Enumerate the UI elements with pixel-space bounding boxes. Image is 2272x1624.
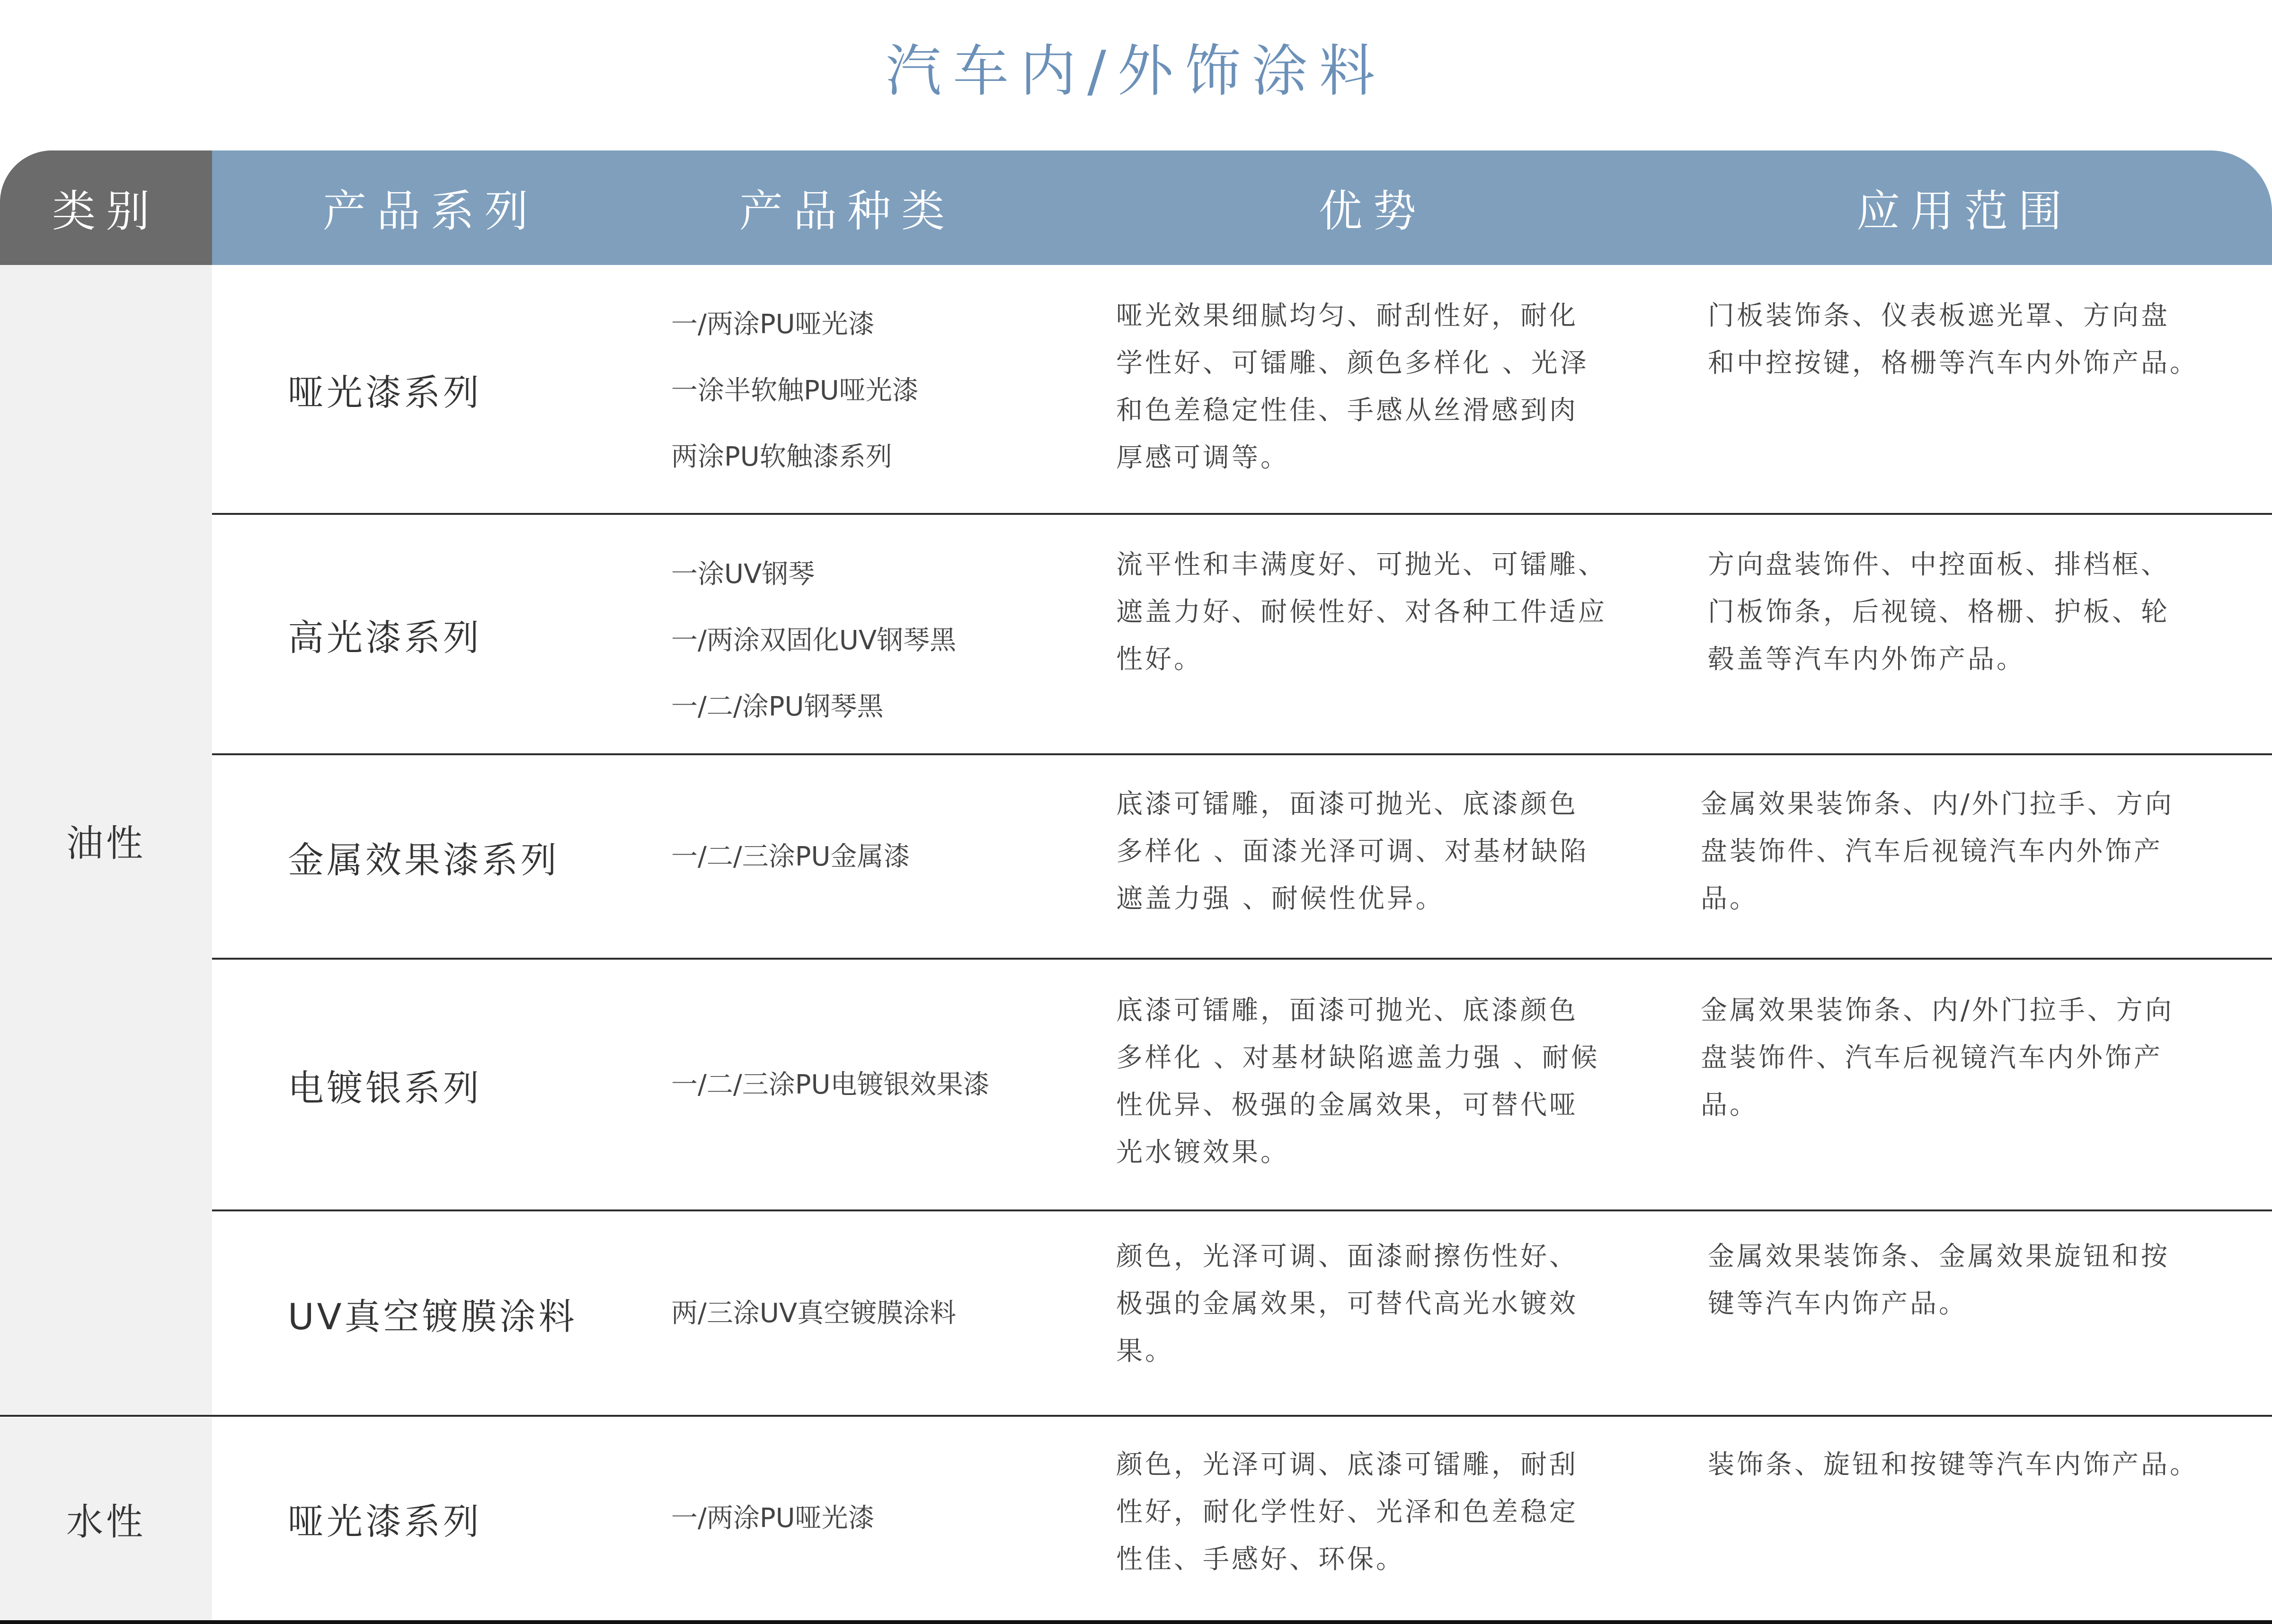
table-row [212, 515, 2272, 754]
table-row [212, 1211, 2272, 1416]
kind-item: 一涂UV钢琴 [671, 559, 815, 590]
table-header [0, 150, 2272, 265]
kind-item: 一涂半软触PU哑光漆 [671, 375, 919, 406]
category-water [0, 1418, 212, 1620]
product-kinds [671, 291, 1097, 490]
product-series: UV真空镀膜涂料 [288, 1295, 577, 1338]
application-line: 和中控按键，格栅等汽车内外饰产品。 [1708, 348, 2199, 379]
application-line: 品。 [1701, 883, 1758, 914]
table-row [212, 265, 2272, 514]
page-title: 汽车内/外饰涂料 [886, 38, 1386, 104]
advantage-line: 颜色，光泽可调、底漆可镭雕，耐刮 [1116, 1449, 1578, 1480]
category-label: 水性 [66, 1501, 146, 1544]
advantage-line: 底漆可镭雕，面漆可抛光、底漆颜色 [1116, 789, 1578, 820]
header-advantage: 优势 [1318, 186, 1427, 237]
advantage-line: 光水镀效果。 [1116, 1137, 1289, 1168]
advantage-line: 多样化 、面漆光泽可调、对基材缺陷 [1116, 836, 1589, 867]
application-text [1708, 292, 2247, 387]
product-kinds [671, 960, 1097, 1210]
application-text [1701, 987, 2240, 1129]
application-line: 装饰条、旋钮和按键等汽车内饰产品。 [1708, 1449, 2199, 1480]
kind-item: 一/二/涂PU钢琴黑 [671, 691, 884, 722]
advantage-line: 遮盖力好、耐候性好、对各种工件适应 [1116, 597, 1607, 627]
advantage-text [1116, 781, 1646, 923]
category-label: 油性 [66, 822, 146, 865]
kind-item: 两/三涂UV真空镀膜涂料 [671, 1298, 957, 1329]
advantage-line: 和色差稳定性佳、手感从丝滑感到肉 [1116, 395, 1578, 426]
application-line: 盘装饰件、汽车后视镜汽车内外饰产 [1701, 836, 2163, 867]
advantage-line: 极强的金属效果，可替代高光水镀效 [1116, 1289, 1578, 1319]
product-series: 哑光漆系列 [288, 1500, 482, 1543]
product-kinds [671, 1417, 1097, 1620]
application-line: 方向盘装饰件、中控面板、排档框、 [1708, 549, 2170, 580]
application-text [1708, 541, 2247, 683]
table-row [212, 755, 2272, 959]
product-kinds [671, 541, 1097, 740]
product-series: 哑光漆系列 [288, 371, 482, 414]
advantage-text [1116, 987, 1646, 1176]
application-line: 键等汽车内饰产品。 [1708, 1289, 1968, 1319]
advantage-text [1116, 292, 1646, 482]
application-line: 门板饰条，后视镜、格栅、护板、轮 [1708, 597, 2170, 627]
application-line: 金属效果装饰条、内/外门拉手、方向 [1701, 995, 2174, 1026]
header-kind: 产品种类 [739, 186, 955, 237]
advantage-line: 底漆可镭雕，面漆可抛光、底漆颜色 [1116, 995, 1578, 1026]
advantage-text [1116, 1441, 1646, 1583]
application-line: 盘装饰件、汽车后视镜汽车内外饰产 [1701, 1042, 2163, 1073]
advantage-line: 性好。 [1116, 644, 1203, 675]
advantage-line: 性好，耐化学性好、光泽和色差稳定 [1116, 1497, 1578, 1527]
advantage-line: 厚感可调等。 [1116, 442, 1289, 473]
advantage-line: 性优异、极强的金属效果，可替代哑 [1116, 1090, 1578, 1121]
kind-item: 两涂PU软触漆系列 [671, 441, 892, 472]
application-line: 毂盖等汽车内外饰产品。 [1708, 644, 2025, 675]
table-row [212, 1417, 2272, 1620]
application-text [1701, 781, 2240, 923]
advantage-line: 多样化 、对基材缺陷遮盖力强 、耐候 [1116, 1042, 1600, 1073]
application-text [1708, 1441, 2247, 1489]
application-line: 品。 [1701, 1090, 1758, 1121]
advantage-line: 果。 [1116, 1336, 1174, 1367]
application-text [1708, 1233, 2247, 1328]
application-line: 门板装饰条、仪表板遮光罩、方向盘 [1708, 300, 2170, 331]
kind-item: 一/两涂PU哑光漆 [671, 309, 875, 340]
application-line: 金属效果装饰条、内/外门拉手、方向 [1701, 789, 2174, 820]
advantage-line: 哑光效果细腻均匀、耐刮性好，耐化 [1116, 300, 1578, 331]
product-kinds [671, 1211, 1097, 1416]
advantage-line: 学性好、可镭雕、颜色多样化 、光泽 [1116, 348, 1589, 379]
advantage-text [1116, 1233, 1646, 1375]
kind-item: 一/两涂双固化UV钢琴黑 [671, 625, 957, 656]
kind-item: 一/二/三涂PU电镀银效果漆 [671, 1069, 990, 1100]
category-oily [0, 265, 212, 1416]
product-series: 高光漆系列 [288, 616, 482, 659]
table-bottom-border [0, 1620, 2272, 1624]
header-category: 类别 [0, 150, 212, 265]
advantage-line: 性佳、手感好、环保。 [1116, 1544, 1405, 1575]
kind-item: 一/二/三涂PU金属漆 [671, 841, 910, 872]
product-series: 金属效果漆系列 [288, 838, 559, 881]
advantage-line: 流平性和丰满度好、可抛光、可镭雕、 [1116, 549, 1607, 580]
header-application: 应用范围 [1856, 186, 2072, 237]
table-row [212, 960, 2272, 1210]
product-kinds [671, 755, 1097, 959]
product-series: 电镀银系列 [288, 1067, 482, 1109]
kind-item: 一/两涂PU哑光漆 [671, 1503, 875, 1534]
advantage-line: 遮盖力强 、耐候性优异。 [1116, 883, 1445, 914]
header-series: 产品系列 [322, 186, 539, 237]
application-line: 金属效果装饰条、金属效果旋钮和按 [1708, 1241, 2170, 1272]
advantage-text [1116, 541, 1646, 683]
advantage-line: 颜色，光泽可调、面漆耐擦伤性好、 [1116, 1241, 1578, 1272]
